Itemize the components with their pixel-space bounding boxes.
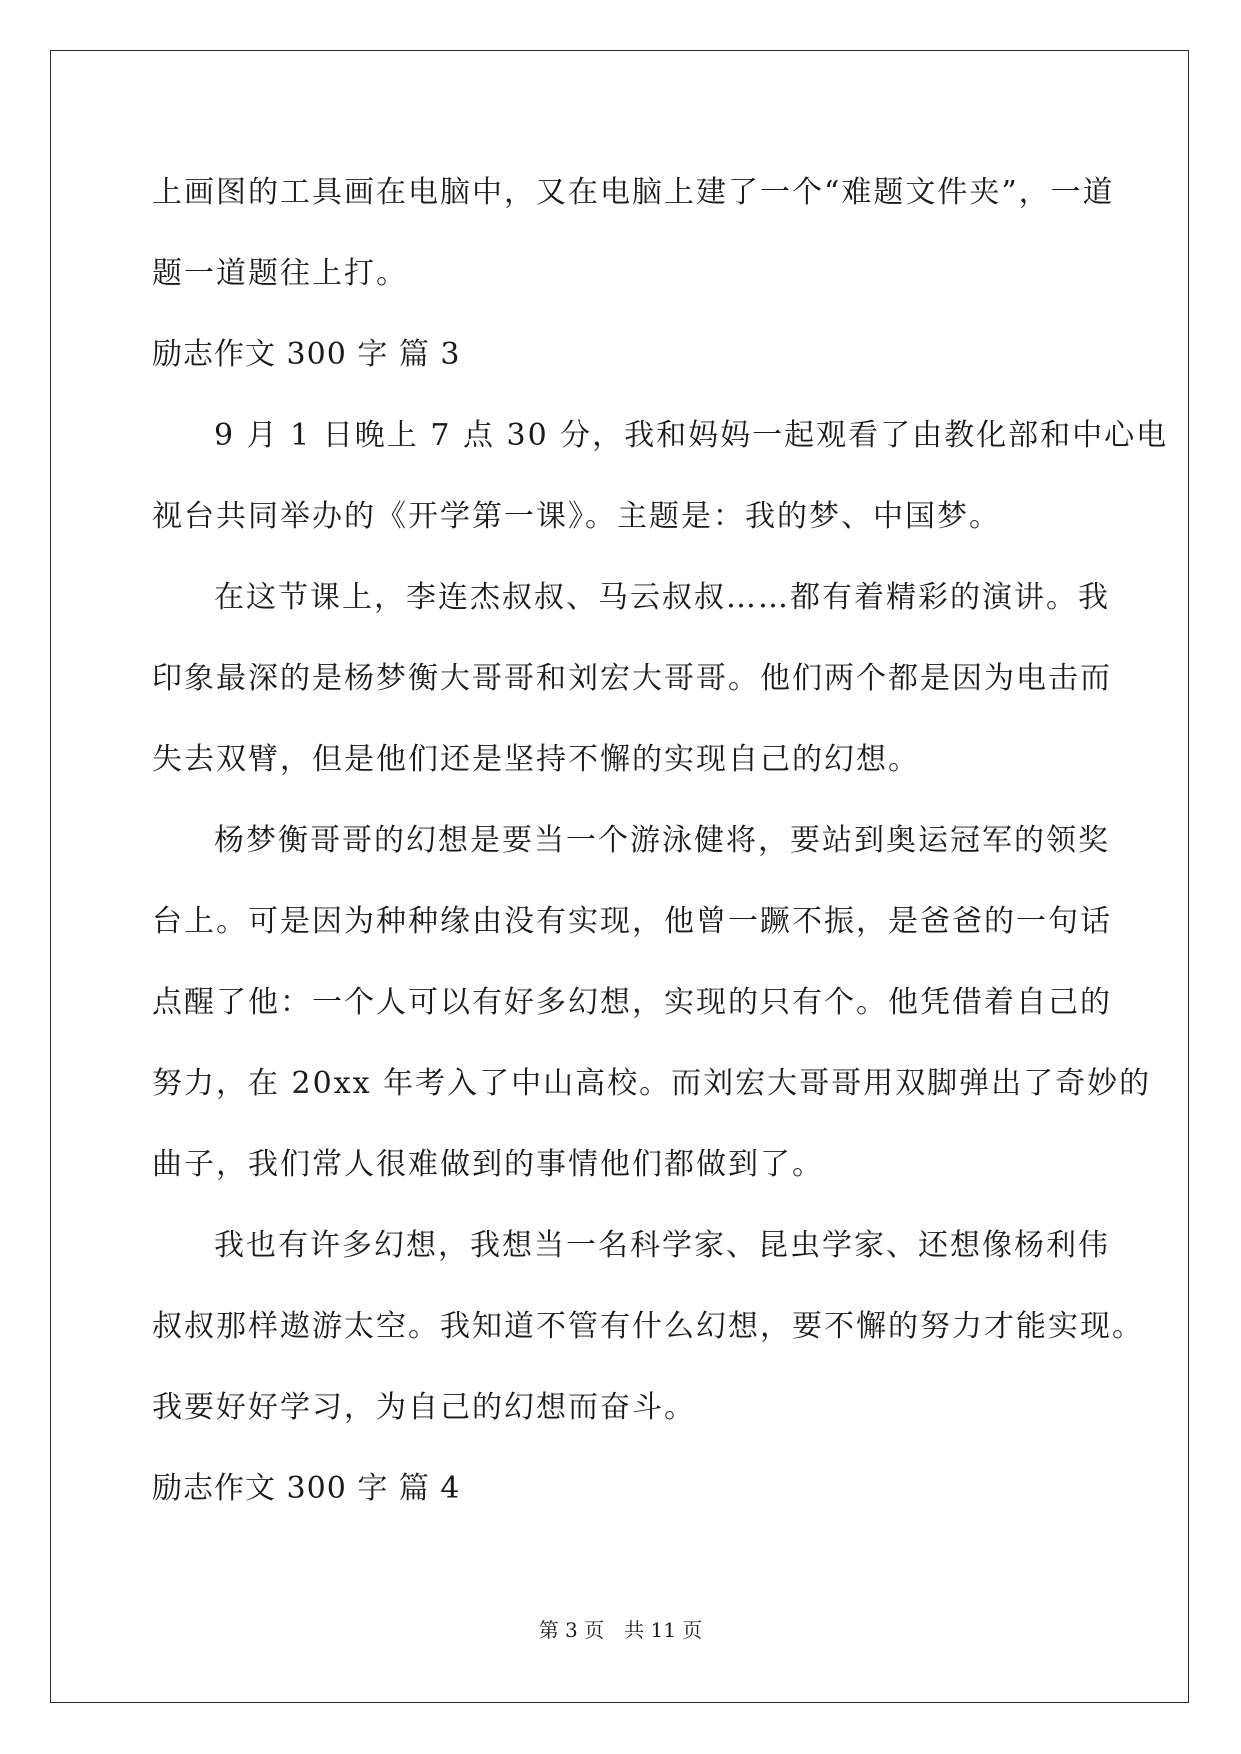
paragraph-start: 我也有许多幻想，我想当一名科学家、昆虫学家、还想像杨利伟 [214, 1228, 1110, 1263]
body-line: 失去双臂，但是他们还是坚持不懈的实现自己的幻想。 [152, 742, 920, 777]
document-body [152, 152, 1169, 1529]
body-line: 我要好好学习，为自己的幻想而奋斗。 [152, 1390, 696, 1425]
body-line: 上画图的工具画在电脑中，又在电脑上建了一个“难题文件夹”，一道 [152, 175, 1115, 210]
page-number-total: 共 11 页 [624, 1618, 703, 1642]
paragraph-start: 在这节课上，李连杰叔叔、马云叔叔……都有着精彩的演讲。我 [214, 580, 1110, 615]
body-line: 曲子，我们常人很难做到的事情他们都做到了。 [152, 1147, 824, 1182]
body-line: 点醒了他：一个人可以有好多幻想，实现的只有个。他凭借着自己的 [152, 985, 1112, 1020]
paragraph-start: 杨梦衡哥哥的幻想是要当一个游泳健将，要站到奥运冠军的领奖 [214, 823, 1110, 858]
body-line: 努力，在 20xx 年考入了中山高校。而刘宏大哥哥用双脚弹出了奇妙的 [152, 1066, 1152, 1101]
paragraph-start: 9 月 1 日晚上 7 点 30 分，我和妈妈一起观看了由教化部和中心电 [214, 418, 1169, 453]
body-line: 题一道题往上打。 [152, 256, 408, 291]
section-heading-3: 励志作文 300 字 篇 3 [152, 337, 461, 372]
body-line: 视台共同举办的《开学第一课》。主题是：我的梦、中国梦。 [152, 499, 1001, 534]
page-footer [0, 1618, 1241, 1642]
page-number-current: 第 3 页 [538, 1618, 605, 1642]
body-line: 印象最深的是杨梦衡大哥哥和刘宏大哥哥。他们两个都是因为电击而 [152, 661, 1112, 696]
body-line: 叔叔那样遨游太空。我知道不管有什么幻想，要不懈的努力才能实现。 [152, 1309, 1144, 1344]
body-line: 台上。可是因为种种缘由没有实现，他曾一蹶不振，是爸爸的一句话 [152, 904, 1112, 939]
section-heading-4: 励志作文 300 字 篇 4 [152, 1471, 461, 1506]
